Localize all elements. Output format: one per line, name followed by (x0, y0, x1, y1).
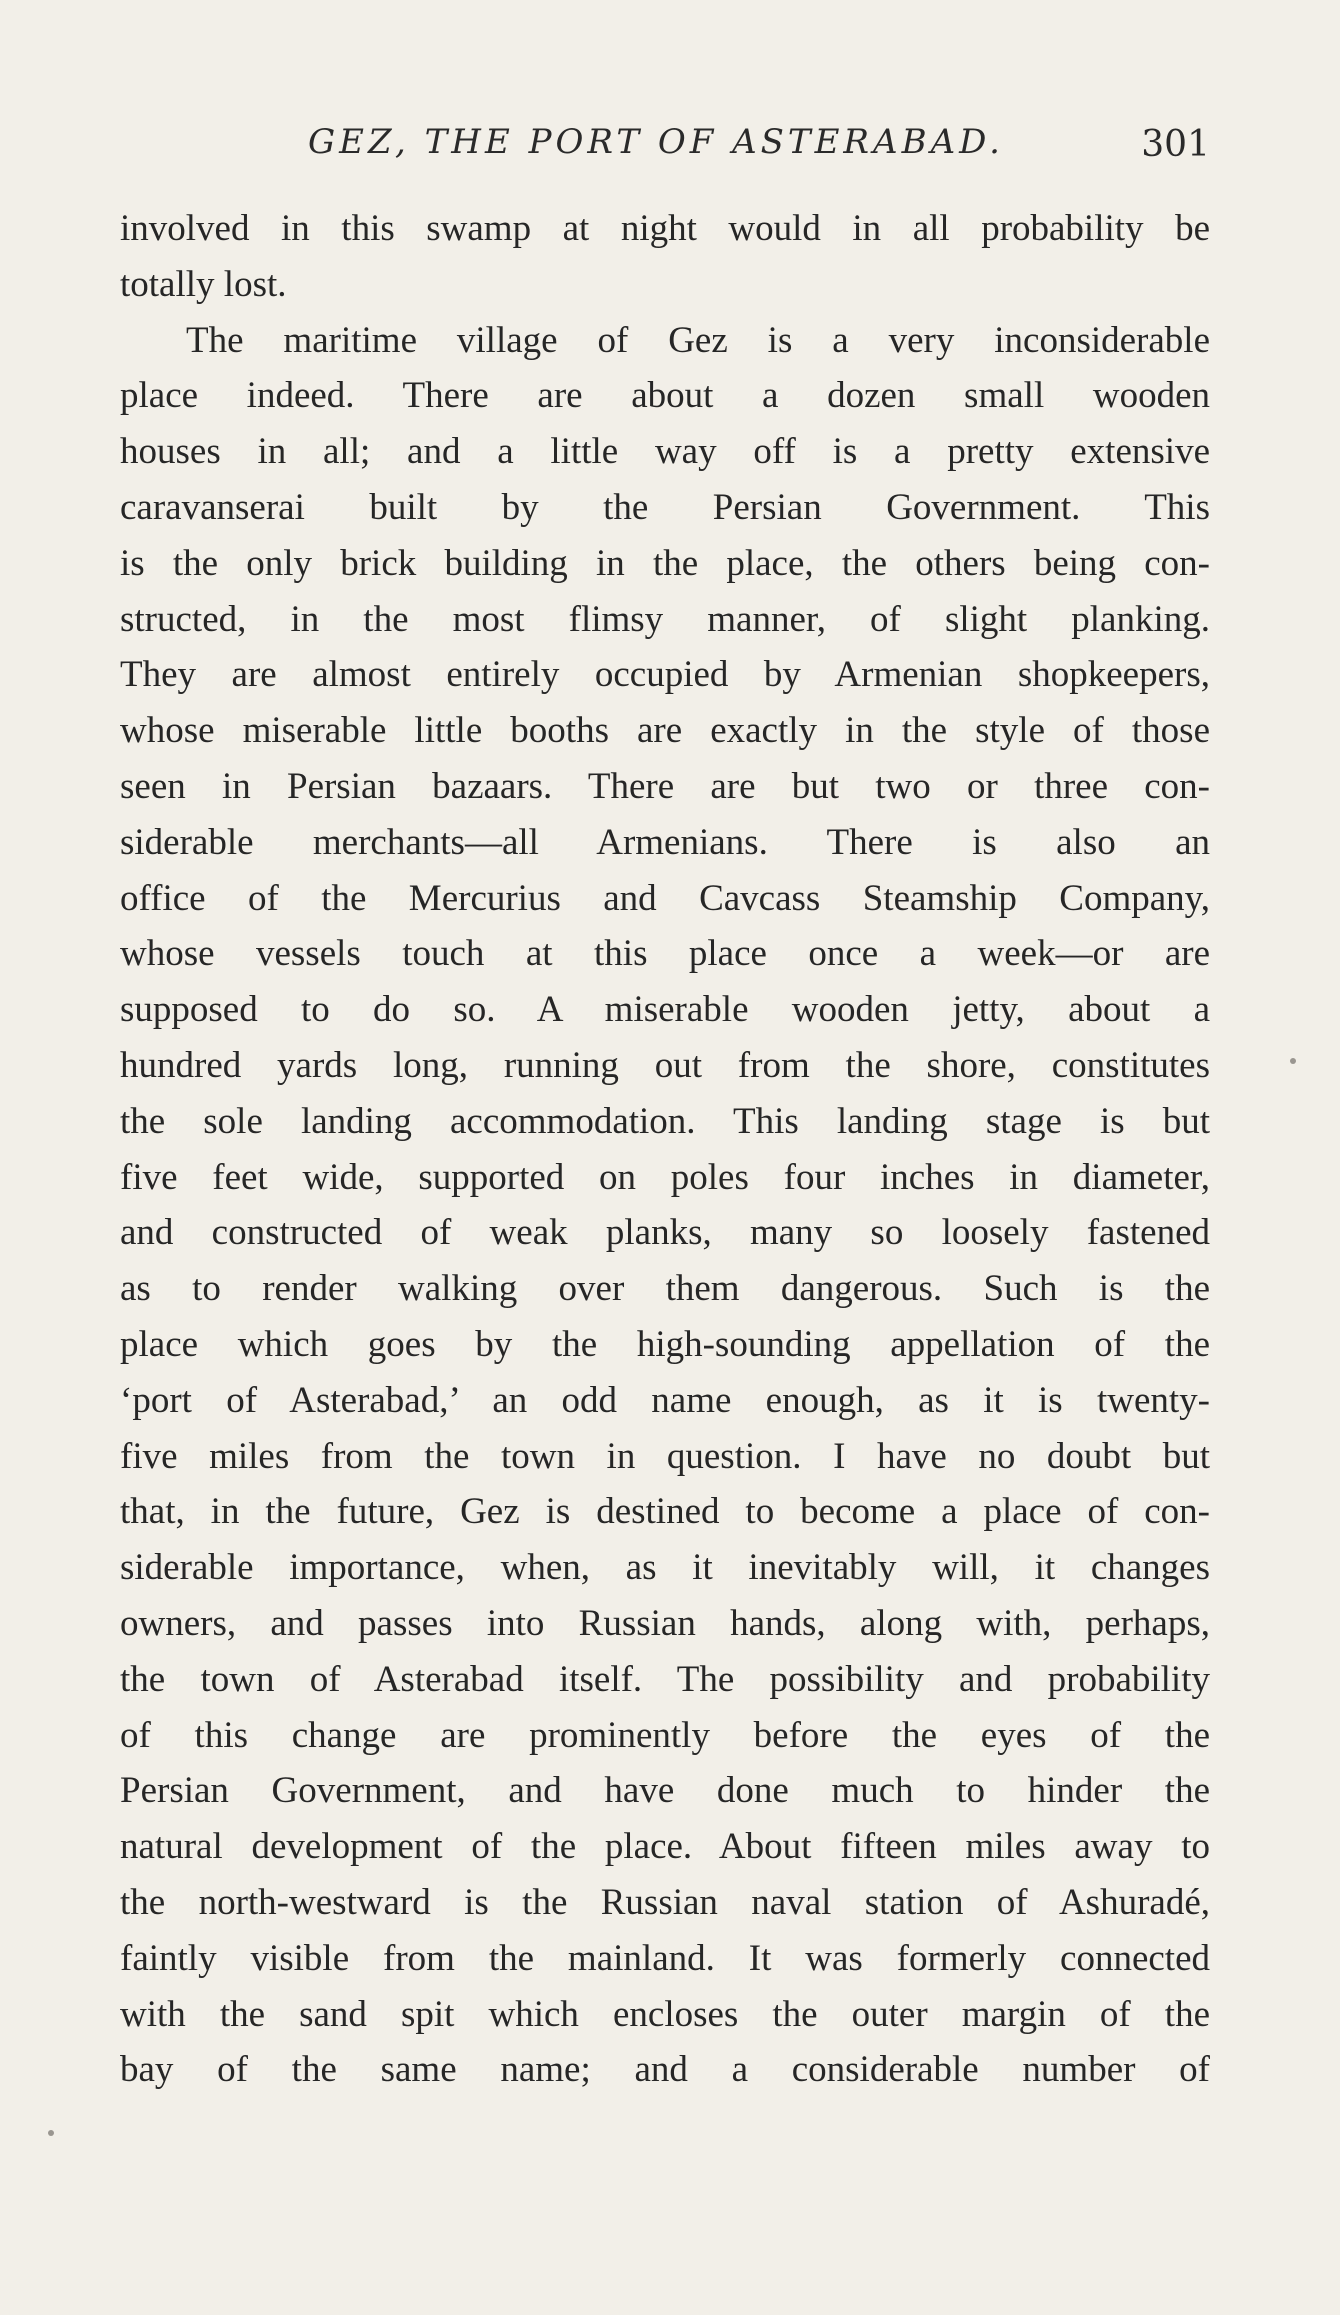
text-line: as to render walking over them dangerous. Such is the (120, 1268, 1210, 1310)
running-head (120, 122, 1210, 172)
text-line: is the only brick building in the place, the others being con- (120, 542, 1210, 584)
body-text (120, 201, 1210, 2098)
text-line: whose miserable little booths are exactly in the style of those (120, 710, 1210, 752)
text-line: place which goes by the high-sounding appellation of the (120, 1323, 1210, 1365)
text-line: the sole landing accommodation. This landing stage is but (120, 1100, 1210, 1142)
text-line: and constructed of weak planks, many so loosely fastened (120, 1212, 1210, 1254)
text-line: supposed to do so. A miserable wooden jetty, about a (120, 989, 1210, 1031)
text-line: with the sand spit which encloses the outer margin of the (120, 1993, 1210, 2035)
text-line: owners, and passes into Russian hands, along with, perhaps, (120, 1602, 1210, 1644)
paper-speck (48, 2130, 54, 2136)
text-line: seen in Persian bazaars. There are but two or three con- (120, 765, 1210, 807)
text-line: whose vessels touch at this place once a week—or are (120, 933, 1210, 975)
text-line: involved in this swamp at night would in all probability be (120, 208, 1210, 249)
text-line: office of the Mercurius and Cavcass Steamship Company, (120, 877, 1210, 919)
text-line: ‘port of Asterabad,’ an odd name enough, as it is twenty- (120, 1379, 1210, 1421)
text-line: The maritime village of Gez is a very inconsiderable (186, 319, 1210, 361)
text-line: the town of Asterabad itself. The possibility and probability (120, 1658, 1210, 1700)
text-line: totally lost. (120, 263, 287, 305)
paper-speck (1290, 1058, 1296, 1064)
text-line: siderable importance, when, as it inevitably will, it changes (120, 1547, 1210, 1589)
text-line: caravanserai built by the Persian Government. This (120, 486, 1210, 528)
text-line: of this change are prominently before the eyes of the (120, 1714, 1210, 1756)
text-line: hundred yards long, running out from the shore, constitutes (120, 1044, 1210, 1086)
text-line: structed, in the most flimsy manner, of slight planking. (120, 598, 1210, 640)
text-line: siderable merchants—all Armenians. There is also an (120, 821, 1210, 863)
text-line: houses in all; and a little way off is a pretty extensive (120, 431, 1210, 473)
text-line: five miles from the town in question. I have no doubt but (120, 1435, 1210, 1477)
text-line: the north-westward is the Russian naval station of Ashuradé, (120, 1881, 1210, 1923)
text-line: that, in the future, Gez is destined to become a place of con- (120, 1491, 1210, 1533)
text-line: They are almost entirely occupied by Armenian shopkeepers, (120, 654, 1210, 696)
text-line: faintly visible from the mainland. It was formerly connected (120, 1937, 1210, 1979)
text-line: Persian Government, and have done much to hinder the (120, 1770, 1210, 1812)
text-line: bay of the same name; and a considerable number of (120, 2049, 1210, 2091)
page-number: 301 (1141, 124, 1210, 165)
text-line: natural development of the place. About fifteen miles away to (120, 1826, 1210, 1868)
running-title: GEZ, THE PORT OF ASTERABAD. (308, 122, 1004, 162)
text-line: place indeed. There are about a dozen small wooden (120, 375, 1210, 417)
text-line: five feet wide, supported on poles four inches in diameter, (120, 1156, 1210, 1198)
